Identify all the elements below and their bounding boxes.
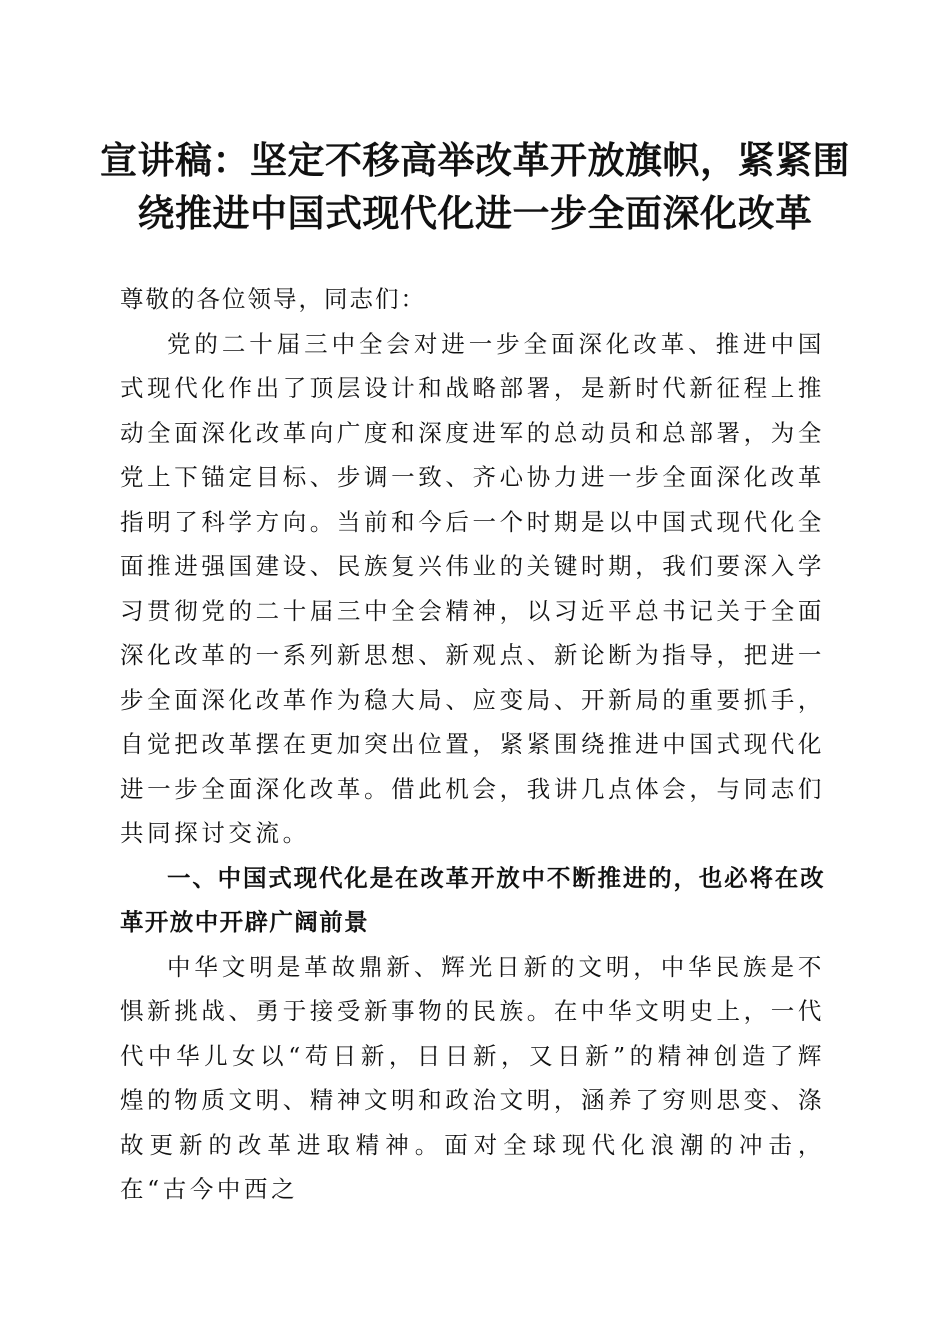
paragraph-section-1: 中华文明是革故鼎新、辉光日新的文明，中华民族是不惧新挑战、勇于接受新事物的民族。在中华文明史上，一代代中华儿女以“苟日新，日日新，又日新”的精神创造了辉煌的物质文明、精神文明和政治文明，涵养了穷则思变、涤故更新的改革进取精神。面对全球现代化浪潮的冲击，在“古今中西之: [120, 952, 825, 1203]
greeting: 尊敬的各位领导，同志们：: [120, 285, 426, 313]
title-line-1: 宣讲稿：坚定不移高举改革开放旗帜，紧紧围: [100, 138, 850, 182]
title-line-2: 绕推进中国式现代化进一步全面深化改革: [137, 191, 813, 235]
section-heading-1: 一、中国式现代化是在改革开放中不断推进的，也必将在改革开放中开辟广阔前景: [120, 863, 825, 936]
document-body: [120, 277, 825, 1212]
document-title: [100, 134, 850, 240]
paragraph-intro: 党的二十届三中全会对进一步全面深化改革、推进中国式现代化作出了顶层设计和战略部署，是新时代新征程上推动全面深化改革向广度和深度进军的总动员和总部署，为全党上下锚定目标、步调一致、齐心协力进一步全面深化改革指明了科学方向。当前和今后一个时期是以中国式现代化全面推进强国建设、民族复兴伟业的关键时期，我们要深入学习贯彻党的二十届三中全会精神，以习近平总书记关于全面深化改革的一系列新思想、新观点、新论断为指导，把进一步全面深化改革作为稳大局、应变局、开新局的重要抓手，自觉把改革摆在更加突出位置，紧紧围绕推进中国式现代化进一步全面深化改革。借此机会，我讲几点体会，与同志们共同探讨交流。: [120, 329, 825, 847]
